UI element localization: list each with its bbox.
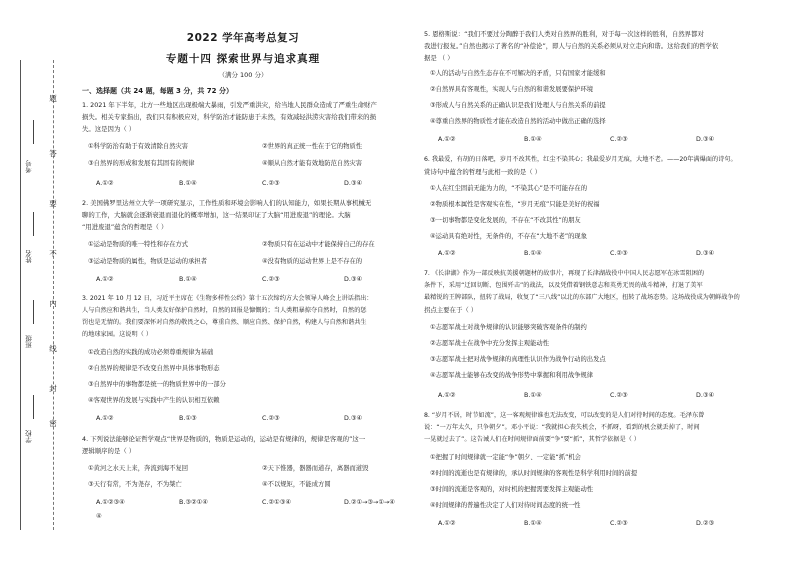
option: ①运动是物质的唯一特性和存在方式 bbox=[88, 241, 189, 248]
section-heading: 一、选择题（共 24 题，每题 3 分，共 72 分） bbox=[82, 87, 233, 95]
exam-number-label: 考号 bbox=[25, 160, 33, 173]
answer-choice[interactable]: D.③④ bbox=[344, 276, 363, 283]
full-score: （满分 100 分） bbox=[218, 71, 268, 79]
option: ①志愿军战士对战争规律的认识能够突破客观条件的制约 bbox=[430, 324, 587, 331]
answer-choice[interactable]: D.②③ bbox=[696, 520, 715, 527]
question-text: 4. 下列说法能够论证哲学观点“世界是物质的，物质是运动的，运动是有规律的，规律是客观的”这一 bbox=[82, 435, 366, 443]
answer-choice[interactable]: A.①② bbox=[96, 180, 114, 187]
answer-choice[interactable]: A.①② bbox=[96, 415, 114, 422]
name-blank[interactable] bbox=[33, 212, 34, 236]
seal-char: 封 bbox=[49, 384, 57, 393]
question-text: 拐点主要在于（ ） bbox=[424, 306, 478, 314]
option: ④时间规律的普遍性决定了人们对待时间态度的统一性 bbox=[430, 502, 581, 509]
question-text: 3. 2021 年 10 月 12 日，习近平主席在《生物多样性公约》第十五次缔约方大会领导人峰会上讲话指出： bbox=[82, 295, 373, 302]
option: ①黄河之水天上来，奔流到海不复回 bbox=[88, 465, 189, 472]
option: ④尊重自然界的物质性才能在改造自然的活动中做出正确的选择 bbox=[430, 118, 606, 125]
question-text: 5. 恩格斯说：“我们不要过分陶醉于我们人类对自然界的胜利，对于每一次这样的胜利，自然界都对 bbox=[424, 30, 704, 38]
question-text: 8. “岁月不居，时节如流”，这一客观规律谁也无法改变，可以改变的是人们对待时间的态度。毛泽东曾 bbox=[424, 412, 705, 419]
answer-choice[interactable]: D.③④ bbox=[696, 392, 715, 399]
option: ②物质只有在运动中才能保持自己的存在 bbox=[262, 241, 375, 248]
option: ②物质根本属性是客观实在性，“岁月无痕”只能是美好的祝福 bbox=[430, 201, 600, 208]
answer-choice-tail: ④ bbox=[96, 513, 102, 520]
answer-choice[interactable]: B.①④ bbox=[179, 276, 197, 283]
question-text: 7. 《长津湖》作为一部反映抗美援朝题材的故事片，再现了长津湖战役中中国人民志愿军在冰雪阻困的 bbox=[424, 270, 705, 277]
exam-title: 2022 学年高考总复习 bbox=[186, 32, 300, 44]
question-text: 人与自然应和谐共生，当人类友好保护自然时，自然的回报是慷慨的；当人类粗暴掠夺自然时，自然的惩 bbox=[82, 307, 367, 314]
option: ③运动是物质的属性，物质是运动的承担者 bbox=[88, 258, 207, 265]
answer-choice[interactable]: D.③④ bbox=[344, 180, 363, 187]
class-label: 班级 bbox=[25, 335, 33, 348]
question-text: 6. 我最爱，有胡的日落吧，岁月不改其性，红尘不染其心；我最爱岁月无痕，大地不老。——20年满爆面的诗句。 bbox=[424, 156, 737, 163]
question-text: “用进废退”蕴含的哲理是（ ） bbox=[82, 223, 168, 231]
seal-char: 线 bbox=[49, 344, 57, 353]
question-text: 最精锐的王牌部队，扭转了战局，收复了“三八线”以北的东部广大地区，扭转了战场态势。这场战役成为朝鲜战争的 bbox=[424, 294, 740, 301]
question-text: 损失。相关专家指出，我们只有积极应对，科学防治才能防患于未然，有效减轻洪涝灾害给我们带来的损 bbox=[82, 113, 376, 121]
seal-char: 内 bbox=[49, 299, 57, 308]
question-text: 据是 （ ） bbox=[424, 54, 454, 62]
option: ①人的活动与自然生态存在不可解决的矛盾，只有国家才能缓和 bbox=[430, 70, 606, 77]
question-text: 我进行报复。”自然也揭示了著名的“补偿论”，即人与自然的关系必须从对立走向和谐。这给我们的哲学依 bbox=[424, 42, 719, 50]
name-label: 姓名 bbox=[25, 250, 33, 263]
seal-dashed-line bbox=[53, 60, 54, 530]
binding-line bbox=[20, 60, 21, 530]
answer-choice[interactable]: B.①④ bbox=[179, 180, 197, 187]
option: ②自然界具有客观性，实现人与自然的和谐发展要保护环境 bbox=[430, 86, 594, 93]
answer-choice[interactable]: A.①② bbox=[438, 392, 456, 399]
seal-char: 密 bbox=[49, 419, 57, 428]
option: ④运动具有绝对性，无条件的，不存在“大地不老”的现象 bbox=[430, 233, 587, 240]
question-text: 的地球家园。这说明（ ） bbox=[82, 331, 153, 338]
answer-choice[interactable]: B.①④ bbox=[524, 136, 542, 143]
answer-choice[interactable]: C.②③ bbox=[262, 276, 280, 283]
question-text: 聊的工作，大脑就会逐渐衰退而退化的概率增加，这一结果印证了大脑“用进废退”的理论。大脑 bbox=[82, 211, 351, 219]
option: ③自然界的形成和发展有其固有的规律 bbox=[88, 160, 195, 167]
option: ③自然界中的事物都是统一的物质世界中的一部分 bbox=[88, 381, 226, 388]
answer-choice[interactable]: A.①②③④ bbox=[96, 499, 125, 506]
answer-choice[interactable]: A.①② bbox=[438, 520, 456, 527]
option: ④志愿军战士能够在改变的战争形势中掌握和利用战争规律 bbox=[430, 372, 594, 379]
binding-strip bbox=[0, 0, 58, 562]
option: ③志愿军战士把对战争规律的真理性认识作为战争行动的出发点 bbox=[430, 356, 606, 363]
seal-char: 答 bbox=[49, 149, 57, 158]
question-text: 说：“一万年太久，只争朝夕”。邓小平说：“我就担心丧失机会，不抓呀，看到的机会就丢掉了，时间 bbox=[424, 424, 700, 431]
exam-subtitle: 专题十四 探索世界与追求真理 bbox=[165, 53, 321, 65]
answer-choice[interactable]: D.②①→③→①→④ bbox=[344, 499, 395, 506]
answer-choice[interactable]: C.②③ bbox=[610, 250, 628, 257]
question-text: 1. 2021 年下半年，北方一些地区出现极端大暴雨，引发严重洪灾，给当地人民群众造成了严重生命财产 bbox=[82, 101, 377, 109]
answer-choice[interactable]: C.②③ bbox=[610, 392, 628, 399]
option: ②志愿军战士在战争中充分发挥主观能动性 bbox=[430, 340, 549, 347]
question-text: 失。这是因为（ ） bbox=[82, 125, 136, 133]
answer-choice[interactable]: B.①④ bbox=[524, 520, 542, 527]
question-text: 罚也是无情的。我们要深怀对自然的敬畏之心，尊重自然、顺应自然、保护自然，构建人与自然和谐共生 bbox=[82, 319, 367, 326]
question-text: 2. 美国佛罗里达州立大学一项研究显示，工作性质和环境会影响人们的认知能力，如果长期从事机械无 bbox=[82, 199, 372, 207]
answer-choice[interactable]: C.②③ bbox=[262, 415, 280, 422]
option: ①把握了时间规律就一定能“争”朝夕、一定能“抓”机会 bbox=[430, 454, 581, 461]
option: ③时间的流逝是客观的，对时机的把握需要发挥主观能动性 bbox=[430, 486, 594, 493]
answer-choice[interactable]: C.②①③④ bbox=[262, 499, 291, 506]
option: ④顺从自然才能有效地防范自然灾害 bbox=[262, 160, 363, 167]
answer-choice[interactable]: C.②③ bbox=[610, 520, 628, 527]
school-label: 学校 bbox=[25, 430, 33, 443]
answer-choice[interactable]: B.①③ bbox=[179, 415, 197, 422]
answer-choice[interactable]: B.①④ bbox=[524, 250, 542, 257]
answer-choice[interactable]: B.③②①④ bbox=[179, 499, 208, 506]
option: ④没有物质的运动世界上是不存在的 bbox=[262, 258, 363, 265]
option: ①改造自然的实践的成功必须尊重规律为基础 bbox=[88, 349, 214, 356]
option: ②自然界的规律是不改变自然界中具体事物形态 bbox=[88, 365, 220, 372]
answer-choice[interactable]: C.②③ bbox=[610, 136, 628, 143]
seal-char: 不 bbox=[49, 249, 57, 258]
question-text: 条件下，采用“迂回切断、包围歼击”的战法，以及凭借着钢铁意志和英勇无畏的战斗精神，打退了美军 bbox=[424, 282, 703, 289]
answer-choice[interactable]: C.②③ bbox=[262, 180, 280, 187]
seal-char: 要 bbox=[49, 199, 57, 208]
answer-choice[interactable]: A.①② bbox=[438, 136, 456, 143]
answer-choice[interactable]: D.③④ bbox=[696, 250, 715, 257]
option: ②天下惟器，器器而道存，离器而道毁 bbox=[262, 465, 369, 472]
class-blank[interactable] bbox=[33, 300, 34, 324]
option: ②世界的真正统一性在于它的物质性 bbox=[262, 143, 363, 150]
answer-choice[interactable]: B.①④ bbox=[524, 392, 542, 399]
exam-number-blank[interactable] bbox=[33, 120, 34, 144]
answer-choice[interactable]: A.①② bbox=[96, 276, 114, 283]
option: ④客观世界的发展与实践中产生的认识相互依赖 bbox=[88, 397, 220, 404]
school-blank[interactable] bbox=[33, 395, 34, 419]
option: ①科学防治有助于有效清除自然灾害 bbox=[88, 143, 189, 150]
answer-choice[interactable]: D.③④ bbox=[344, 415, 363, 422]
option: ①人在红尘固前无能为力的，“不染其心”是不可能存在的 bbox=[430, 185, 587, 192]
option: ③形成人与自然关系的正确认识是我们处理人与自然关系的前提 bbox=[430, 102, 606, 109]
option: ③天行有常，不为尧存，不为桀亡 bbox=[88, 481, 182, 488]
answer-choice[interactable]: D.③④ bbox=[696, 136, 715, 143]
question-text: 赏诗句中蕴含的哲理与此相一致的是（ ） bbox=[424, 168, 542, 176]
answer-choice[interactable]: A.①② bbox=[438, 250, 456, 257]
option: ④不以规矩，不能成方圆 bbox=[262, 481, 331, 488]
question-text: 一晃就过去了”。这告诫人们在时间规律面前要“争”要“抓”，其哲学依据是（ ） bbox=[424, 436, 640, 443]
question-text: 逻辑顺序的是（ ） bbox=[82, 447, 136, 455]
seal-char: 题 bbox=[49, 94, 57, 103]
option: ②时间的流逝也是有规律的，承认时间规律的客观性是科学利用时间的前提 bbox=[430, 470, 638, 477]
option: ③一切事物都是变化发展的，不存在“不改其性”的朋友 bbox=[430, 217, 581, 224]
